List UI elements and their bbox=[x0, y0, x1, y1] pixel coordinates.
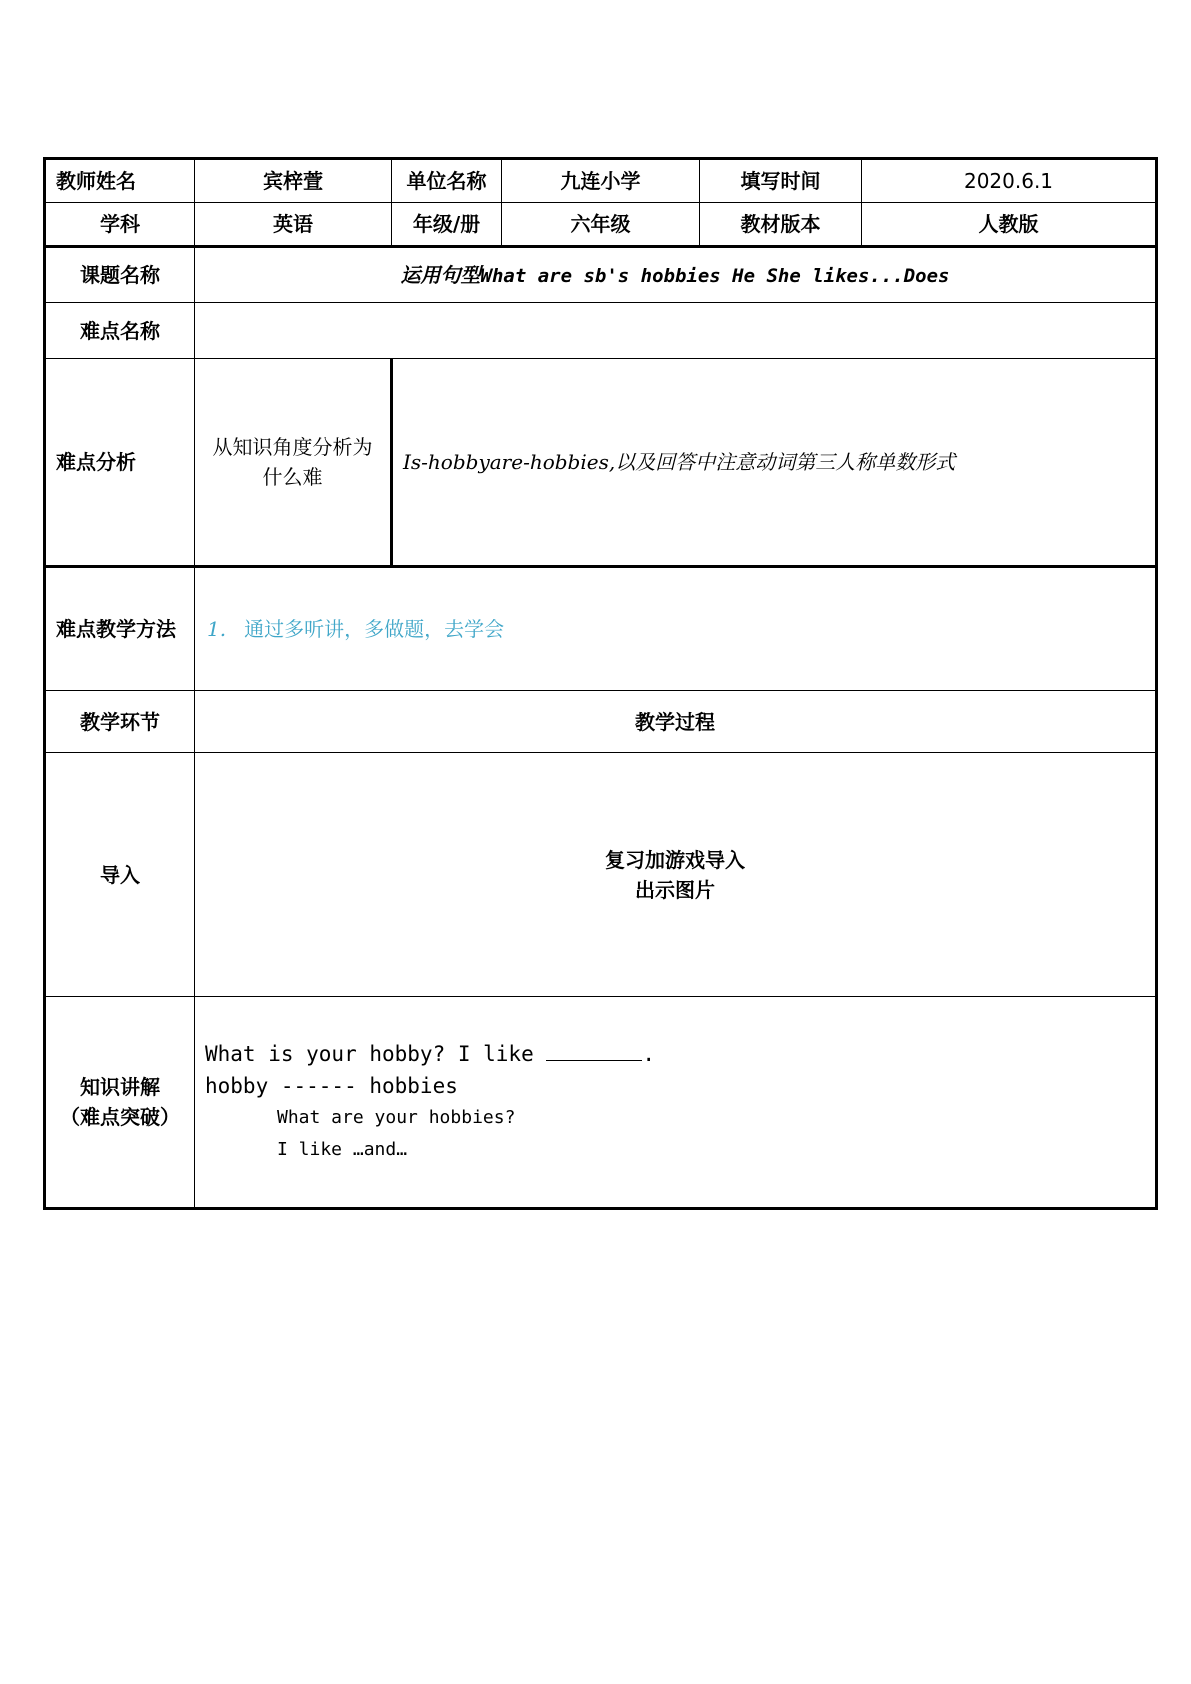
method-number: 1. bbox=[207, 617, 227, 641]
lesson-plan-form bbox=[43, 157, 1155, 1210]
knowledge-row bbox=[45, 997, 1157, 1209]
method-value bbox=[195, 567, 1157, 691]
method-label: 难点教学方法 bbox=[45, 567, 195, 691]
topic-row bbox=[45, 247, 1157, 303]
intro-content bbox=[195, 753, 1157, 997]
process-label: 教学过程 bbox=[195, 691, 1157, 753]
grade-label: 年级/册 bbox=[392, 203, 502, 247]
intro-line-1: 复习加游戏导入 bbox=[605, 847, 745, 872]
grade-value: 六年级 bbox=[502, 203, 700, 247]
teacher-value: 宾梓萱 bbox=[195, 159, 392, 203]
knowledge-line-1 bbox=[205, 1038, 1155, 1070]
unit-value: 九连小学 bbox=[502, 159, 700, 203]
topic-prefix: 运用句型 bbox=[400, 262, 481, 287]
intro-label: 导入 bbox=[45, 753, 195, 997]
edition-label: 教材版本 bbox=[700, 203, 862, 247]
date-label: 填写时间 bbox=[700, 159, 862, 203]
knowledge-line-1-end: . bbox=[642, 1042, 656, 1066]
analysis-label: 难点分析 bbox=[45, 359, 195, 567]
topic-english: What are sb's hobbies He She likes...Does bbox=[480, 264, 950, 287]
knowledge-label-line-1: 知识讲解 bbox=[80, 1075, 160, 1099]
knowledge-line-4: I like …and… bbox=[277, 1139, 408, 1160]
intro-row bbox=[45, 753, 1157, 997]
topic-label: 课题名称 bbox=[45, 247, 195, 303]
knowledge-line-1-text: What is your hobby? I like bbox=[205, 1042, 547, 1066]
topic-value bbox=[195, 247, 1157, 303]
knowledge-line-3: What are your hobbies? bbox=[277, 1107, 516, 1128]
knowledge-line-2: hobby ------ hobbies bbox=[205, 1074, 458, 1098]
subject-label: 学科 bbox=[45, 203, 195, 247]
analysis-sub-label: 从知识角度分析为什么难 bbox=[195, 359, 392, 567]
analysis-value: Is-hobbyare-hobbies,以及回答中注意动词第三人称单数形式 bbox=[392, 359, 1157, 567]
method-text: 通过多听讲，多做题，去学会 bbox=[244, 617, 505, 641]
difficulty-row bbox=[45, 303, 1157, 359]
difficulty-value bbox=[195, 303, 1157, 359]
process-header-row bbox=[45, 691, 1157, 753]
intro-line-2: 出示图片 bbox=[635, 877, 715, 902]
analysis-row bbox=[45, 359, 1157, 567]
difficulty-label: 难点名称 bbox=[45, 303, 195, 359]
method-row bbox=[45, 567, 1157, 691]
teacher-label: 教师姓名 bbox=[45, 159, 195, 203]
stage-label: 教学环节 bbox=[45, 691, 195, 753]
knowledge-content bbox=[195, 997, 1157, 1209]
edition-value: 人教版 bbox=[862, 203, 1157, 247]
unit-label: 单位名称 bbox=[392, 159, 502, 203]
subject-value: 英语 bbox=[195, 203, 392, 247]
header-row-1 bbox=[45, 159, 1157, 203]
knowledge-label-line-2: （难点突破） bbox=[60, 1105, 180, 1129]
header-row-2 bbox=[45, 203, 1157, 247]
knowledge-label bbox=[45, 997, 195, 1209]
date-value: 2020.6.1 bbox=[862, 159, 1157, 203]
answer-blank bbox=[546, 1042, 642, 1061]
lesson-plan-table bbox=[43, 157, 1158, 1210]
